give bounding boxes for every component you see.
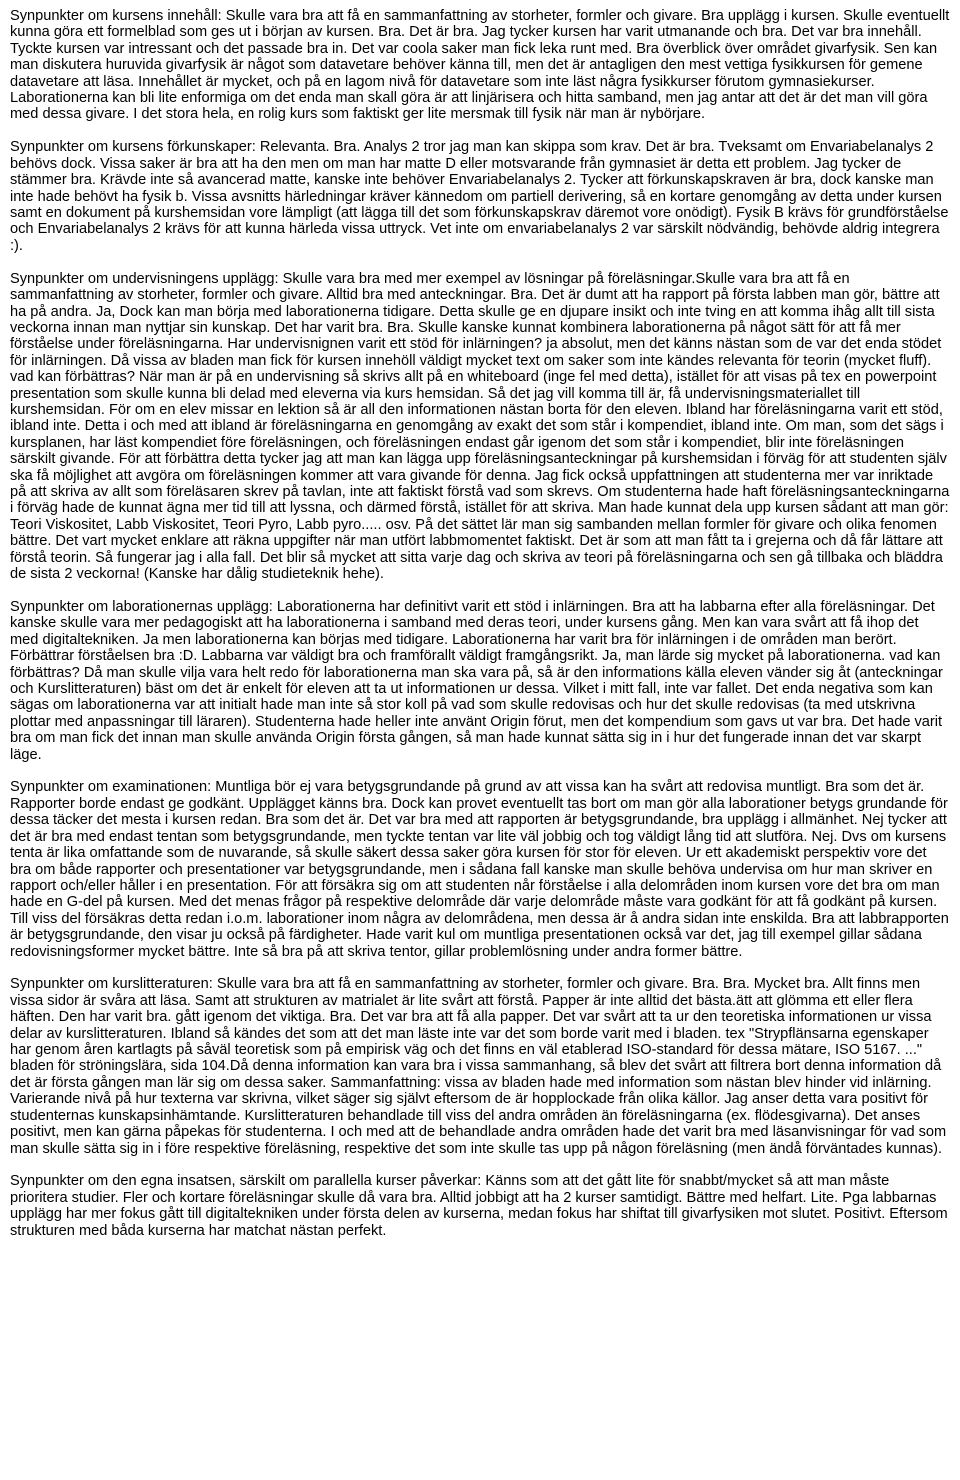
section-course-literature: Synpunkter om kurslitteraturen: Skulle vara bra att få en sammanfattning av storheter, formler och givare. Bra. Bra. Mycket bra. Allt finns men vissa sidor är svåra att läsa. Samt att strukturen av matrialet är lite svårt att förstå. Papper är inte alltid det bästa.ätt att glömma ett eller flera häften. Den har varit bra. gått igenom det viktiga. Bra. Det var bra att få alla papper. Det var svårt att ta ur den teoretiska informationen ur vissa delar av kurslitteraturen. Ibland så kändes det som att det man läste inte var det som borde varit med i bladen. tex "Strypflänsarna egenskaper har genom åren kartlagts på såväl teoretisk som på empirisk väg och det finns en väl etablerad ISO-standard för dessa mätare, ISO 5167. ..." bladen för ströningslära, sida 104.Då denna information kan vara bra i vissa sammanhang, så blev det svårt att filtrera bort denna information då det är första gången man lär sig om dessa saker. Sammanfattning: vissa av bladen hade med information som nästan blev hinder vid inlärning. Varierande nivå på hur texterna var skrivna, vilket säger sig självt eftersom de är hopplockade från olika källor. Jag anser detta vara positivt för studenternas kunskapsinhämtande. Kurslitteraturen behandlade till viss del andra områden än föreläsningarna (ex. flödesgivarna). Det anses positivt, men kan gärna påpekas för studenterna. I och med att de behandlade andra områden hade det varit bra med läsanvisningar för vad som man skulle sätta sig in i före respektive föreläsning, respektive det som inte skulle tas upp på någon föreläsning (men ändå förväntades kunnas).: [10, 976, 947, 1157]
section-labs-structure: Synpunkter om laborationernas upplägg: Laborationerna har definitivt varit ett stöd i inlärningen. Bra att ha labbarna efter alla föreläsningar. Det kanske skulle vara mer pedagogiskt att ha laborationerna i samband med deras teori, under kursens gång. Men kan vara svårt att få ihop det med digitaltekniken. Ja men laborationerna kan börjas med tidigare. Laborationerna har varit bra för inlärningen i de områden man berört. Förbättrar förståelsen bra :D. Labbarna var väldigt bra och framförallt väldigt framgångsrikt. Ja, man lärde sig mycket på laborationerna. vad kan förbättras? Då man skulle vilja vara helt redo för laborationerna man ska vara på, så är den informations källa eleven vänder sig åt (anteckningar och Kurslitteraturen) bäst om det är enkelt för eleven att ta ut informationen ur dessa. Vilket i mitt fall, inte var fallet. Det enda negativa som kan sägas om laborationerna var att initialt hade man inte så stor koll på vad som skulle redovisas och hur det skulle redovisas (ta med utskrivna plottar med anpassningar till läraren). Studenterna hade heller inte använt Origin förut, men det kompendium som gavs ut var bra. Det hade varit bra om man fick det innan man skulle använda Origin första gången, så man hade kunnat sätta sig in i hur det fungerade innan det var skarpt läge.: [10, 598, 943, 763]
section-course-content: Synpunkter om kursens innehåll: Skulle vara bra att få en sammanfattning av storheter, formler och givare. Bra upplägg i kursen. Skulle eventuellt kunna göra ett formelblad som ges ut i början av kursen. Bra. Det är bra. Jag tycker kursen har varit utmanande och bra. Det var bra innehåll. Tyckte kursen var intressant och det passade bra in. Det var coola saker man fick leka runt med. Bra överblick över området givarfysik. Sen kan man diskutera huruvida givarfysik är något som datavetare behöver känna till, men det är antagligen den mest vettiga fysikkursen för gemene datavetare att läsa. Innehållet är mycket, och på en lagom nivå för datavetare som inte läst några fysikkurser förutom gymnasiekurser. Laborationerna kan bli lite enformiga om det enda man skall göra är att linjärisera och hitta samband, men jag antar att det är det man vill göra med dessa givare. I det stora hela, en rolig kurs som faktiskt ger lite mersmak till fysik när man är nybörjare.: [10, 8, 950, 123]
section-examination: Synpunkter om examinationen: Muntliga bör ej vara betygsgrundande på grund av att vissa kan ha svårt att redovisa muntligt. Bra som det är. Rapporter borde endast ge godkänt. Upplägget känns bra. Dock kan provet eventuellt tas bort om man gör alla laborationer betygs grundande för dessa täcker det mesta i kursen redan. Bra som det är. Det var bra med att rapporten är betygsgrundande, bra upplägg i allmänhet. Nej tycker att det är bra med endast tentan som betygsgrundande, men tyckte tentan var lite väl jobbig och tog väldigt lång tid att slutföra. Nej. Dvs om kursens tenta är lika omfattande som de nuvarande, så skulle säkert dessa saker göra kursen för stor för eleven. Ur ett akademiskt perspektiv vore det bra om både rapporter och presentationer var betygsgrundande, men i sådana fall kanske man skulle behöva undervisa om hur man skriver en rapport och/eller håller i en presentation. För att försäkra sig om att studenten når förståelse i alla delområden inom kursen vore det bra om man hade en G-del på kursen. Med det menas frågor på respektive delområde där varje delområde måste vara godkänt för att få godkänt på kursen. Till viss del försäkras detta redan i.o.m. laborationer inom några av delområdena, men dessa är å andra sidan inte enskilda. Bra att labbrapporten är betygsgrundande, den visar ju också på färdigheter. Hade varit kul om muntliga presentationen också var det, jag till exempel gillar sådana redovisningsformer mycket bättre. Inte så bra på att skriva tentor, gillar problemlösning under andra former bättre.: [10, 779, 949, 960]
section-teaching-structure: Synpunkter om undervisningens upplägg: Skulle vara bra med mer exempel av lösningar på föreläsningar.Skulle vara bra att få en sammanfattning av storheter, formler och givare. Alltid bra med anteckningar. Bra. Det är dumt att ha rapport på första labben man gör, bättre att ha på andra. Ja, Dock kan man börja med laborationerna tidigare. Detta skulle ge en djupare insikt och inte tving en att komma ihåg allt till sista veckorna innan man nyttjar sin kunskap. Det har varit bra. Bra. Skulle kanske kunnat kombinera laborationerna på något sätt för att få mer förståelse under föreläsningarna. Har undervisnignen varit ett stöd för inlärningen? ja absolut, men det känns nästan som de var det enda stödet för inlärningen. Då vissa av bladen man fick för kursen innehöll väldigt mycket text om saker som inte kändes relevanta för teorin (mycket fluff). vad kan förbättras? När man är på en undervisning så skrivs allt på en whiteboard (inge fel med detta), istället för att visas på tex en powerpoint presentation som skulle kunna bli delad med eleverna via kurs hemsidan. Så det jag vill komma till är, få undervisningsmateriallet till kurshemsidan. För om en elev missar en lektion så är all den informationen nästan borta för den eleven. Ibland har föreläsningarna varit ett stöd, ibland inte. Detta i och med att ibland är föreläsningarna en genomgång av exakt det som står i kompendiet, ibland inte. Om man, som det sägs i kursplanen, har läst kompendiet före föreläsningen, och föreläsningen endast går igenom det som står i kompendiet, blir inte föreläsningen särskilt givande. För att förbättra detta tycker jag att man kan lägga upp föreläsningsanteckningar på kurshemsidan i förväg för att studenten själv ska få möjlighet att avgöra om föreläsningen kommer att vara givande för denna. Jag fick också uppfattningen att studenterna mer var inriktade på att skriva av allt som föreläsaren skrev på tavlan, inte att faktiskt förstå vad som skrevs. Om studenterna hade haft föreläsningsanteckningarna i förväg hade de kunnat ägna mer tid till att lyssna, och därmed förstå, istället för att skriva. Man hade kunnat dela upp kursen sådant att man gör: Teori Viskositet, Labb Viskositet, Teori Pyro, Labb pyro..... osv. På det sättet lär man sig sambanden mellan formler för givare och olika fenomen bättre. Det vart mycket enklare att räkna uppgifter när man utfört labbmomentet faktiskt. Det är som att man fått ta i grejerna och då får lättare att förstå teorin. Så fungerar jag i alla fall. Det blir så mycket att sitta varje dag och skriva av teori på föreläsningarna och sen gå tillbaka och bläddra de sista 2 veckorna! (Kanske har dålig studieteknik hehe).: [10, 270, 950, 582]
document-page: [10, 8, 950, 1256]
section-prerequisites: Synpunkter om kursens förkunskaper: Relevanta. Bra. Analys 2 tror jag man kan skippa som krav. Det är bra. Tveksamt om Envariabelanalys 2 behövs dock. Vissa saker är bra att ha den men om man har matte D eller motsvarande från gymnasiet är detta ett problem. Jag tycker de stämmer bra. Krävde inte så avancerad matte, kanske inte behöver Envariabelanalys 2. Tycker att förkunskapskraven är bra, dock kanske man inte hade behövt ha fysik b. Vissa avsnitts härledningar kräver kännedom om partiell derivering, så en kortare genomgång av detta under kursen samt en dokument på kurshemsidan vore lämpligt (att lägga till det som förkunskapskrav däremot vore onödigt). Fysik B krävs för grundförståelse och Envariabelanalys 2 krävs för att kunna härleda vissa uttryck. Vet inte om envariabelanalys 2 var särskilt nödvändig, behövde aldrig integrera :).: [10, 139, 949, 254]
section-own-effort: Synpunkter om den egna insatsen, särskilt om parallella kurser påverkar: Känns som att det gått lite för snabbt/mycket så att man måste prioritera studier. Fler och kortare föreläsningar skulle då vara bra. Alltid jobbigt att ha 2 kurser samtidigt. Bättre med helfart. Lite. Pga labbarnas upplägg har mer fokus gått till digitaltekniken under första delen av kurserna, medan fokus har shiftat till givarfysiken mot slutet. Positivt. Eftersom strukturen med båda kurserna har matchat nästan perfekt.: [10, 1173, 948, 1239]
